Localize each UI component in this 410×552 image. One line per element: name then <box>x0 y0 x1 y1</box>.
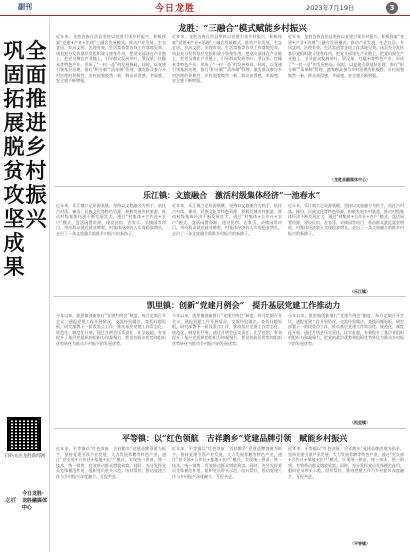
divider-1 <box>54 186 406 187</box>
vertical-title-1: 巩固拓展脱贫攻坚成果 <box>3 38 25 279</box>
article-1-body-col-1: 近年来，龙胜各族自治县坚持以党建引领乡村振兴，积极探索“党建+产业+治理”三融合发展模式，推动产业发展、生态宜居、乡风文明、治理有效、生活富裕等各项工作落地见效。该县充分发挥基层党组织战斗堡垒作用，把党支部建在产业链上，把党员聚在产业链上，引导群众发展茶叶、罗汉果、红糯米等特色产业，形成了“一村一品”的发展格局。同时，以党建引领基层治理，推行“积分制”“清单制”管理，激发群众参与乡村治理的积极性，乡村面貌焕然一新，群众获得感、幸福感、安全感不断增强。 <box>56 34 166 83</box>
article-2-body-col-2: 近年来，乐江镇立足资源禀赋，坚持以文旅融合为抓手，依托古村落、梯田、民族文化等特色资源，积极发展乡村旅游，推动村级集体经济不断发展壮大。通过“村集体+合作社+农户”模式，盘活闲置资源，建设民宿、农家乐、采摘园等项目，带动群众就近就业增收，村集体经济收入实现稳步增长，走出了一条文旅融合助推乡村振兴的新路子。 <box>172 203 282 236</box>
article-4-body-col-3: 近年来，平等镇以“红色领航 吉祥鹅乡”党建品牌创建为抓手，坚持党建引领产业发展，大力发展养鹅等特色产业，通过“党支部+合作社+基地+农户”模式，实现统一供苗、统一技术、统一销售，有效带动群众增收致富。同时，充分发挥党员先锋模范作用，组织党员带头示范、结对帮扶，推动党建工作与乡村振兴深度融合、互促共进。 <box>288 446 404 479</box>
article-4-body-col-2: 近年来，平等镇以“红色领航 吉祥鹅乡”党建品牌创建为抓手，坚持党建引领产业发展，大力发展养鹅等特色产业，通过“党支部+合作社+基地+农户”模式，实现统一供苗、统一技术、统一销售，有效带动群众增收致富。同时，充分发挥党员先锋模范作用，组织党员带头示范、结对帮扶，推动党建工作与乡村振兴深度融合、互促共进。 <box>172 446 282 479</box>
brand-logo: 龙胜 <box>4 497 17 504</box>
vertical-title-2: 全面推进乡村振兴 <box>25 38 47 231</box>
headline-3[interactable]: 凯里镇：创新“党建月例会” 提升基层党建工作推动力 <box>147 300 341 310</box>
brand-subtitle: 今日龙胜·龙胜融媒体中心 <box>22 491 48 511</box>
headline-1[interactable]: 龙胜：“三融合”模式赋能乡村振兴 <box>178 24 307 34</box>
article-1-byline: （龙胜县融媒体中心） <box>330 177 370 182</box>
article-2-byline: （乐江镇） <box>350 289 370 294</box>
headline-2[interactable]: 乐江镇：文旅融合 激活村级集体经济“一池春水” <box>143 190 321 200</box>
article-2-body-col-1: 近年来，乐江镇立足资源禀赋，坚持以文旅融合为抓手，依托古村落、梯田、民族文化等特色资源，积极发展乡村旅游，推动村级集体经济不断发展壮大。通过“村集体+合作社+农户”模式，盘活闲置资源，建设民宿、农家乐、采摘园等项目，带动群众就近就业增收，村集体经济收入实现稳步增长，走出了一条文旅融合助推乡村振兴的新路子。 <box>56 203 166 236</box>
divider-2 <box>54 296 406 297</box>
article-1-body-col-2: 近年来，龙胜各族自治县坚持以党建引领乡村振兴，积极探索“党建+产业+治理”三融合发展模式，推动产业发展、生态宜居、乡风文明、治理有效、生活富裕等各项工作落地见效。该县充分发挥基层党组织战斗堡垒作用，把党支部建在产业链上，把党员聚在产业链上，引导群众发展茶叶、罗汉果、红糯米等特色产业，形成了“一村一品”的发展格局。同时，以党建引领基层治理，推行“积分制”“清单制”管理，激发群众参与乡村治理的积极性，乡村面貌焕然一新，群众获得感、幸福感、安全感不断增强。 <box>172 34 282 83</box>
headline-4[interactable]: 平等镇：以“红色领航 吉祥鹅乡”党建品牌引领 赋能乡村振兴 <box>122 433 348 443</box>
article-1-body-col-3: 近年来，龙胜各族自治县坚持以党建引领乡村振兴，积极探索“党建+产业+治理”三融合发展模式，推动产业发展、生态宜居、乡风文明、治理有效、生活富裕等各项工作落地见效。该县充分发挥基层党组织战斗堡垒作用，把党支部建在产业链上，把党员聚在产业链上，引导群众发展茶叶、罗汉果、红糯米等特色产业，形成了“一村一品”的发展格局。同时，以党建引领基层治理，推行“积分制”“清单制”管理，激发群众参与乡村治理的积极性，乡村面貌焕然一新，群众获得感、幸福感、安全感不断增强。 <box>288 34 404 78</box>
issue-date: 2023年7月19日 <box>306 4 355 12</box>
article-3-body-col-2: 今年以来，凯里镇创新推行“党建月例会”制度，每月定期召开会议，通报党建工作开展情况，交流经验做法，查找问题短板，研究部署下一阶段重点工作，推动基层党建工作常态化、规范化、制度化开展。通过月例会压实责任、比学赶超，有效提升了基层党组织的组织力和凝聚力，把党的政治优势和组织优势转化为推动乡村振兴的发展优势。 <box>172 313 282 346</box>
article-4-byline: （平等镇） <box>350 541 370 546</box>
article-4-body-col-1: 近年来，平等镇以“红色领航 吉祥鹅乡”党建品牌创建为抓手，坚持党建引领产业发展，大力发展养鹅等特色产业，通过“党支部+合作社+基地+农户”模式，实现统一供苗、统一技术、统一销售，有效带动群众增收致富。同时，充分发挥党员先锋模范作用，组织党员带头示范、结对帮扶，推动党建工作与乡村振兴深度融合、互促共进。 <box>56 446 166 479</box>
qr-caption: 扫码关注龙胜新闻网 <box>4 454 46 459</box>
article-3-body-col-1: 今年以来，凯里镇创新推行“党建月例会”制度，每月定期召开会议，通报党建工作开展情况，交流经验做法，查找问题短板，研究部署下一阶段重点工作，推动基层党建工作常态化、规范化、制度化开展。通过月例会压实责任、比学赶超，有效提升了基层党组织的组织力和凝聚力，把党的政治优势和组织优势转化为推动乡村振兴的发展优势。 <box>56 313 166 346</box>
qr-code-icon[interactable] <box>7 417 41 451</box>
article-2-body-col-3: 近年来，乐江镇立足资源禀赋，坚持以文旅融合为抓手，依托古村落、梯田、民族文化等特色资源，积极发展乡村旅游，推动村级集体经济不断发展壮大。通过“村集体+合作社+农户”模式，盘活闲置资源，建设民宿、农家乐、采摘园等项目，带动群众就近就业增收，村集体经济收入实现稳步增长，走出了一条文旅融合助推乡村振兴的新路子。 <box>288 203 404 236</box>
section-tag: 副刊 <box>18 3 32 11</box>
page-header <box>0 0 410 16</box>
article-3-body-col-3: 今年以来，凯里镇创新推行“党建月例会”制度，每月定期召开会议，通报党建工作开展情况，交流经验做法，查找问题短板，研究部署下一阶段重点工作，推动基层党建工作常态化、规范化、制度化开展。通过月例会压实责任、比学赶超，有效提升了基层党组织的组织力和凝聚力，把党的政治优势和组织优势转化为推动乡村振兴的发展优势。 <box>288 313 404 346</box>
article-3-byline: （凯里镇） <box>350 420 370 425</box>
page-number-badge: 3 <box>386 2 398 14</box>
paper-name: 今日龙胜 <box>155 4 196 14</box>
left-sidebar <box>0 17 50 552</box>
divider-3 <box>54 428 406 429</box>
